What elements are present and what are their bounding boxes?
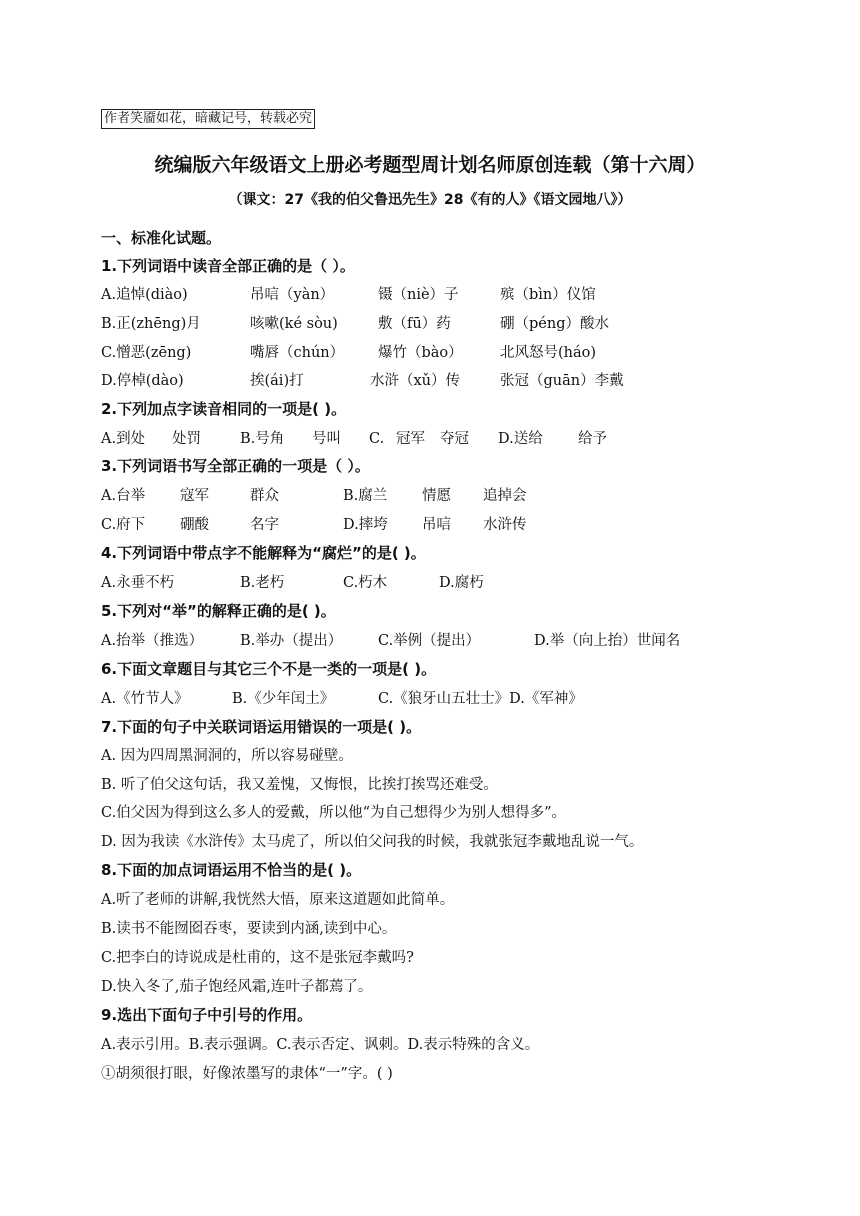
q7-option-c: C.伯父因为得到这么多人的爱戴，所以他“为自己想得少为别人想得多”。 [101,805,567,821]
q1-option-b-1: B.正(zhēng)月 [101,316,201,332]
q9-sentence-1: ①胡须很打眼，好像浓墨写的隶体“一”字。( ) [101,1066,393,1082]
question-9-stem: 9.选出下面句子中引号的作用。 [101,1006,313,1024]
q1-option-d-3: 水浒（xǔ）传 [370,373,461,389]
q3-option-c-2: 硼酸 [180,517,209,533]
q2-option-d-2: 给予 [578,431,607,447]
question-6-stem: 6.下面文章题目与其它三个不是一类的一项是( )。 [101,660,437,678]
q2-option-d: D.送给 [498,431,543,447]
q1-option-d-4: 张冠（guān）李戴 [500,373,624,389]
question-4-stem: 4.下列词语中带点字不能解释为“腐烂”的是( )。 [101,544,426,562]
q1-option-b-4: 硼（péng）酸水 [500,316,609,332]
question-2-stem: 2.下列加点字读音相同的一项是( )。 [101,400,347,418]
q1-option-a-4: 殡（bìn）仪馆 [500,287,596,303]
q4-option-a: A.永垂不朽 [101,575,175,591]
question-7-stem: 7.下面的句子中关联词语运用错误的一项是( )。 [101,718,422,736]
q8-option-d: D.快入冬了,茄子饱经风霜,连叶子都蔫了。 [101,979,373,995]
q7-option-d: D. 因为我读《水浒传》太马虎了，所以伯父问我的时候，我就张冠李戴地乱说一气。 [101,834,644,850]
q2-option-a-2: 处罚 [172,431,201,447]
q1-option-a-3: 镊（niè）子 [378,287,459,303]
q1-option-c-2: 嘴唇（chún） [250,345,345,361]
question-5-stem: 5.下列对“举”的解释正确的是( )。 [101,602,336,620]
q8-option-b: B.读书不能囫囵吞枣，要读到内涵,读到中心。 [101,921,397,937]
q3-option-a-2: 寇军 [180,488,209,504]
q1-option-a-1: A.追悼(diào) [101,287,188,303]
q9-options: A.表示引用。B.表示强调。C.表示否定、讽刺。D.表示特殊的含义。 [101,1037,540,1053]
q1-option-b-2: 咳嗽(ké sòu) [250,316,338,332]
q4-option-d: D.腐朽 [439,575,484,591]
q3-option-a-3: 群众 [250,488,279,504]
q3-option-b-1: B.腐兰 [343,488,388,504]
q1-option-c-1: C.憎恶(zēng) [101,345,192,361]
q5-option-d: D.举（向上抬）世闻名 [534,633,681,649]
q6-option-a: A.《竹节人》 [101,691,189,707]
q8-option-a: A.听了老师的讲解,我恍然大悟，原来这道题如此简单。 [101,892,455,908]
q8-option-c: C.把李白的诗说成是杜甫的，这不是张冠李戴吗? [101,950,414,966]
q3-option-b-2: 情愿 [422,488,451,504]
question-3-stem: 3.下列词语书写全部正确的一项是（ ）。 [101,457,370,475]
q1-option-b-3: 敷（fū）药 [378,316,451,332]
q3-option-a-1: A.台举 [101,488,146,504]
page-title: 统编版六年级语文上册必考题型周计划名师原创连载（第十六周） [154,154,706,176]
q6-option-c-d: C.《狼牙山五壮士》D.《军神》 [378,691,583,707]
q2-option-b-2: 号叫 [312,431,341,447]
q1-option-d-1: D.停棹(dào) [101,373,184,389]
question-1-stem: 1.下列词语中读音全部正确的是（ ）。 [101,257,355,275]
q3-option-c-3: 名字 [250,517,279,533]
q3-option-b-3: 追掉会 [483,488,527,504]
q3-option-d-3: 水浒传 [483,517,527,533]
q7-option-a: A. 因为四周黑洞洞的，所以容易碰壁。 [101,748,353,764]
q2-option-c-2: 夺冠 [440,431,469,447]
q3-option-d-1: D.摔垮 [343,517,388,533]
section-heading: 一、标准化试题。 [101,229,222,247]
q5-option-c: C.举例（提出） [378,633,481,649]
q2-option-c: C. [369,431,385,447]
q1-option-a-2: 吊唁（yàn） [250,287,335,303]
q4-option-b: B.老朽 [240,575,285,591]
q5-option-a: A.抬举（推选） [101,633,204,649]
question-8-stem: 8.下面的加点词语运用不恰当的是( )。 [101,861,362,879]
q2-option-b: B.号角 [240,431,285,447]
q5-option-b: B.举办（提出） [240,633,343,649]
q4-option-c: C.朽木 [343,575,388,591]
q2-option-c-1: 冠军 [396,431,425,447]
copyright-stamp: 作者笑靥如花，暗藏记号，转载必究 [101,109,315,129]
q7-option-b: B. 听了伯父这句话，我又羞愧，又悔恨，比挨打挨骂还难受。 [101,777,498,793]
q2-option-a: A.到处 [101,431,146,447]
q1-option-c-4: 北风怒号(háo) [500,345,597,361]
q1-option-d-2: 挨(ái)打 [250,373,304,389]
q6-option-b: B.《少年闰土》 [232,691,335,707]
q1-option-c-3: 爆竹（bào） [378,345,463,361]
q3-option-c-1: C.府下 [101,517,146,533]
q3-option-d-2: 吊唁 [422,517,451,533]
page-subtitle: （课文：27《我的伯父鲁迅先生》28《有的人》《语文园地八》） [228,192,632,208]
